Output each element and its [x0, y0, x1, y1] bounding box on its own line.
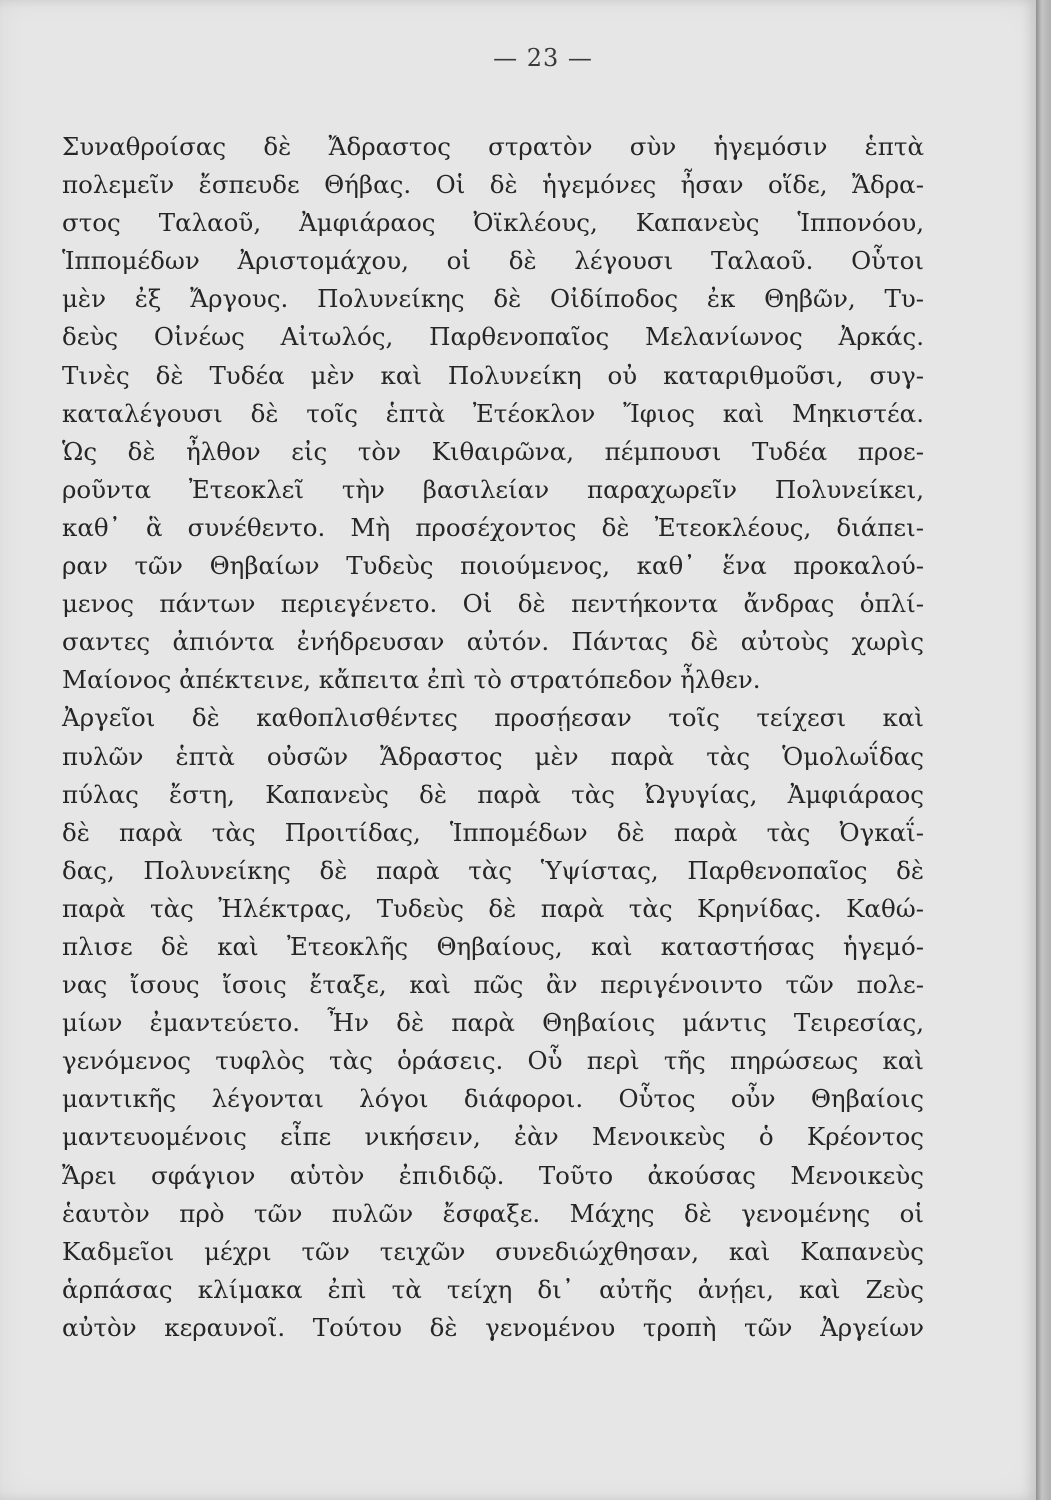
text-line: νας ἴσους ἴσοις ἔταξε, καὶ πῶς ἂν περιγένοιντο τῶν πολε- [62, 970, 924, 1000]
text-line: πολεμεῖν ἔσπευδε Θήβας. Οἱ δὲ ἡγεμόνες ἦσαν οἵδε, Ἄδρα- [62, 170, 924, 200]
text-line: καθ᾽ ἃ συνέθεντο. Μὴ προσέχοντος δὲ Ἐτεοκλέους, διάπει- [62, 512, 924, 542]
text-line: δας, Πολυνείκης δὲ παρὰ τὰς Ὑψίστας, Παρθενοπαῖος δὲ [62, 855, 924, 885]
page-number: — 23 — [493, 44, 593, 72]
text-line: ροῦντα Ἐτεοκλεῖ τὴν βασιλείαν παραχωρεῖν Πολυνείκει, [62, 474, 924, 504]
text-line: Καδμεῖοι μέχρι τῶν τειχῶν συνεδιώχθησαν, καὶ Καπανεὺς [62, 1236, 924, 1266]
text-line: Ἄρει σφάγιον αὑτὸν ἐπιδιδῷ. Τοῦτο ἀκούσας Μενοικεὺς [62, 1160, 924, 1190]
text-line: Μαίονος ἀπέκτεινε, κἄπειτα ἐπὶ τὸ στρατόπεδον ἦλθεν. [62, 665, 761, 695]
text-line: ραν τῶν Θηβαίων Τυδεὺς ποιούμενος, καθ᾽ ἕνα προκαλού- [62, 551, 924, 581]
text-line: μαντευομένοις εἶπε νικήσειν, ἐὰν Μενοικεὺς ὁ Κρέοντος [62, 1122, 924, 1152]
text-line: δεὺς Οἰνέως Αἰτωλός, Παρθενοπαῖος Μελανίωνος Ἀρκάς. [62, 322, 924, 352]
text-line: Ὡς δὲ ἦλθον εἰς τὸν Κιθαιρῶνα, πέμπουσι Τυδέα προε- [62, 436, 924, 466]
text-line: ἑαυτὸν πρὸ τῶν πυλῶν ἔσφαξε. Μάχης δὲ γενομένης οἱ [62, 1198, 924, 1228]
text-line: μενος πάντων περιεγένετο. Οἱ δὲ πεντήκοντα ἄνδρας ὁπλί- [62, 589, 924, 619]
page-edge [1036, 0, 1051, 1500]
text-line: πλισε δὲ καὶ Ἐτεοκλῆς Θηβαίους, καὶ καταστήσας ἡγεμό- [62, 931, 924, 961]
text-line: σαντες ἀπιόντα ἐνήδρευσαν αὐτόν. Πάντας δὲ αὐτοὺς χωρὶς [62, 627, 924, 657]
text-line: Ἀργεῖοι δὲ καθοπλισθέντες προσῄεσαν τοῖς τείχεσι καὶ [62, 703, 924, 733]
text-line: Συναθροίσας δὲ Ἄδραστος στρατὸν σὺν ἡγεμόσιν ἑπτὰ [62, 132, 924, 161]
text-line: πύλας ἔστη, Καπανεὺς δὲ παρὰ τὰς Ὠγυγίας, Ἀμφιάραος [62, 779, 924, 809]
text-line: παρὰ τὰς Ἠλέκτρας, Τυδεὺς δὲ παρὰ τὰς Κρηνίδας. Καθώ- [62, 893, 924, 923]
text-line: ἁρπάσας κλίμακα ἐπὶ τὰ τείχη δι᾽ αὐτῆς ἀνῄει, καὶ Ζεὺς [62, 1274, 924, 1304]
text-line: δὲ παρὰ τὰς Προιτίδας, Ἱππομέδων δὲ παρὰ τὰς Ὀγκαΐ- [62, 817, 924, 847]
text-line: αὐτὸν κεραυνοῖ. Τούτου δὲ γενομένου τροπὴ τῶν Ἀργείων [62, 1312, 924, 1342]
text-line: πυλῶν ἑπτὰ οὐσῶν Ἄδραστος μὲν παρὰ τὰς Ὁμολωΐδας [62, 741, 924, 771]
text-line: καταλέγουσι δὲ τοῖς ἑπτὰ Ἐτέοκλον Ἴφιος καὶ Μηκιστέα. [62, 398, 924, 428]
body-text [62, 128, 924, 1347]
text-line: γενόμενος τυφλὸς τὰς ὁράσεις. Οὗ περὶ τῆς πηρώσεως καὶ [62, 1046, 924, 1076]
text-line: μίων ἐμαντεύετο. Ἦν δὲ παρὰ Θηβαίοις μάντις Τειρεσίας, [62, 1008, 924, 1038]
text-line: μαντικῆς λέγονται λόγοι διάφοροι. Οὗτος οὖν Θηβαίοις [62, 1084, 924, 1114]
text-line: στος Ταλαοῦ, Ἀμφιάραος Ὀϊκλέους, Καπανεὺς Ἱππονόου, [62, 208, 924, 238]
text-line: μὲν ἐξ Ἄργους. Πολυνείκης δὲ Οἰδίποδος ἐκ Θηβῶν, Τυ- [62, 284, 924, 314]
text-line: Ἱππομέδων Ἀριστομάχου, οἱ δὲ λέγουσι Ταλαοῦ. Οὗτοι [62, 246, 924, 276]
text-line: Τινὲς δὲ Τυδέα μὲν καὶ Πολυνείκη οὐ καταριθμοῦσι, συγ- [62, 360, 924, 390]
